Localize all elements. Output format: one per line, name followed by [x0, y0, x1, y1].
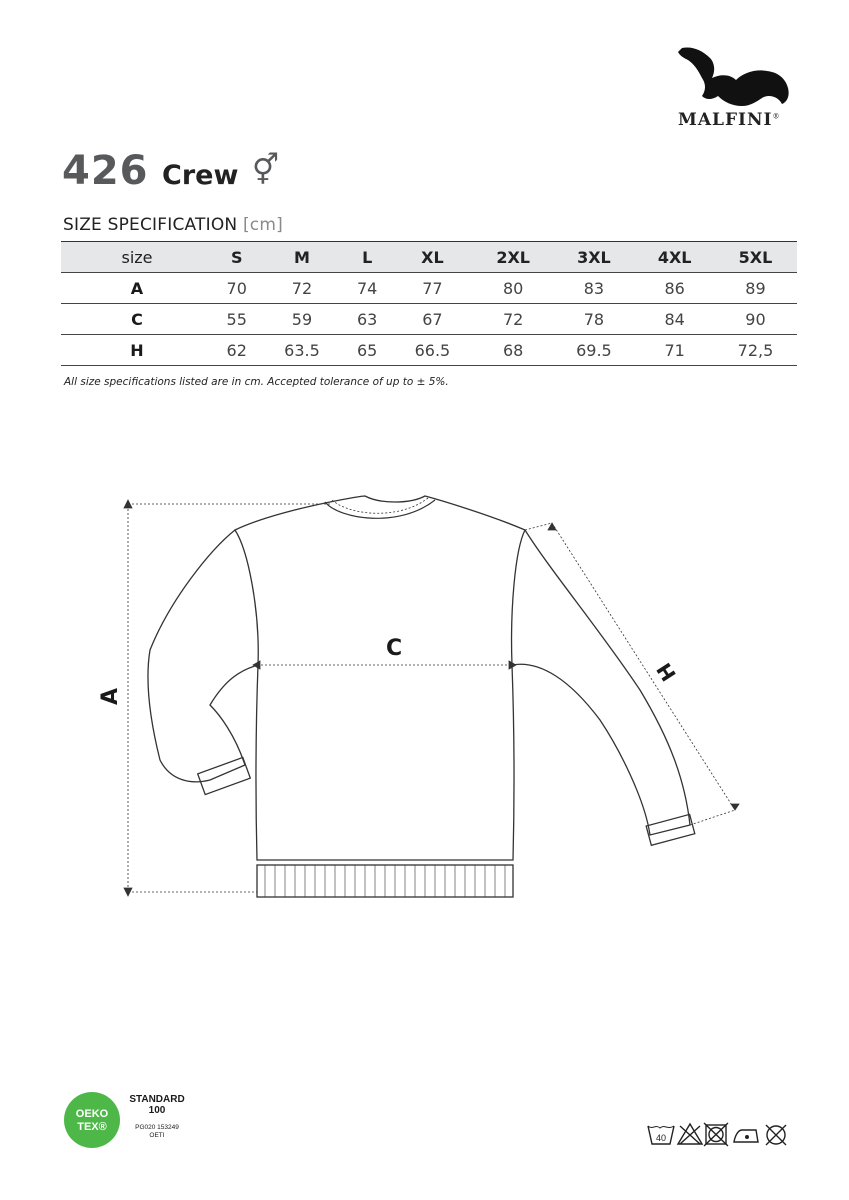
oeko-tex-label — [122, 1094, 192, 1140]
table-cell: 71 — [664, 340, 685, 360]
table-cell: 63.5 — [284, 340, 320, 360]
measure-a — [124, 500, 330, 896]
left-cuff — [198, 757, 251, 794]
table-cell: 78 — [583, 309, 605, 329]
size-col: L — [362, 247, 373, 267]
table-cell: 68 — [502, 340, 524, 360]
oeko-number: 100 — [148, 1105, 166, 1116]
table-cell: 72 — [291, 278, 313, 298]
size-col: XL — [421, 247, 444, 267]
row-label: C — [131, 309, 143, 329]
oeko-code: PG020 153249 — [135, 1124, 179, 1131]
size-col: 5XL — [738, 247, 773, 267]
table-cell: 72 — [502, 309, 524, 329]
row-label: H — [130, 340, 144, 360]
no-dry-clean-icon — [766, 1125, 786, 1145]
left-sleeve — [148, 530, 258, 782]
table-cell: 66.5 — [414, 340, 451, 360]
table-cell: 83 — [583, 278, 605, 298]
eagle-icon — [678, 47, 789, 106]
table-cell: 86 — [664, 278, 685, 298]
table-cell: 63 — [357, 309, 378, 329]
svg-text:40: 40 — [655, 1133, 667, 1143]
table-row — [61, 273, 797, 304]
size-table — [61, 241, 797, 366]
table-cell: 67 — [422, 309, 443, 329]
table-cell: 89 — [745, 278, 766, 298]
collar — [325, 500, 435, 518]
table-cell: 74 — [357, 278, 378, 298]
iron-icon — [734, 1130, 758, 1142]
table-cell: 84 — [664, 309, 685, 329]
table-cell: 72,5 — [737, 340, 774, 360]
care-symbols — [646, 1120, 800, 1150]
tolerance-note: All size specifications listed are in cm. Accepted tolerance of up to ± 5%. — [64, 376, 449, 388]
row-label: A — [130, 278, 144, 298]
no-tumble-dry-icon — [704, 1123, 728, 1146]
size-col: M — [293, 247, 310, 267]
oeko-standard: STANDARD — [129, 1094, 185, 1105]
label-a: A — [98, 687, 124, 706]
table-row — [61, 335, 797, 366]
no-bleach-icon — [678, 1124, 702, 1144]
brand-name: MALFINI® — [678, 110, 781, 130]
size-col: 2XL — [496, 247, 530, 267]
table-cell: 65 — [357, 340, 378, 360]
table-cell: 70 — [226, 278, 247, 298]
table-cell: 77 — [422, 278, 443, 298]
oeko-logo-line1: OEKO — [75, 1108, 109, 1120]
table-row — [61, 304, 797, 335]
table-cell: 69.5 — [576, 340, 612, 360]
oeko-logo-line2: TEX® — [77, 1121, 107, 1133]
size-header-label: size — [121, 247, 153, 267]
table-cell: 62 — [226, 340, 247, 360]
garment-diagram — [100, 480, 800, 920]
table-cell: 55 — [226, 309, 247, 329]
table-cell: 59 — [291, 309, 313, 329]
oeko-institute: OETI — [149, 1132, 165, 1139]
sweatshirt-body — [235, 496, 525, 860]
unisex-icon: ⚥ — [252, 153, 280, 188]
model-name: Crew — [162, 160, 239, 191]
label-h: H — [651, 658, 682, 686]
model-number: 426 — [62, 148, 149, 194]
spec-heading: SIZE SPECIFICATION [cm] — [63, 215, 283, 235]
table-cell: 80 — [502, 278, 524, 298]
label-c: C — [386, 636, 403, 661]
size-col: 4XL — [657, 247, 692, 267]
wash-40-icon — [648, 1126, 674, 1144]
size-col: 3XL — [577, 247, 611, 267]
table-header-row — [61, 242, 797, 273]
size-col: S — [230, 247, 243, 267]
table-cell: 90 — [745, 309, 766, 329]
measure-c — [253, 661, 516, 669]
oeko-tex-logo — [62, 1090, 122, 1150]
